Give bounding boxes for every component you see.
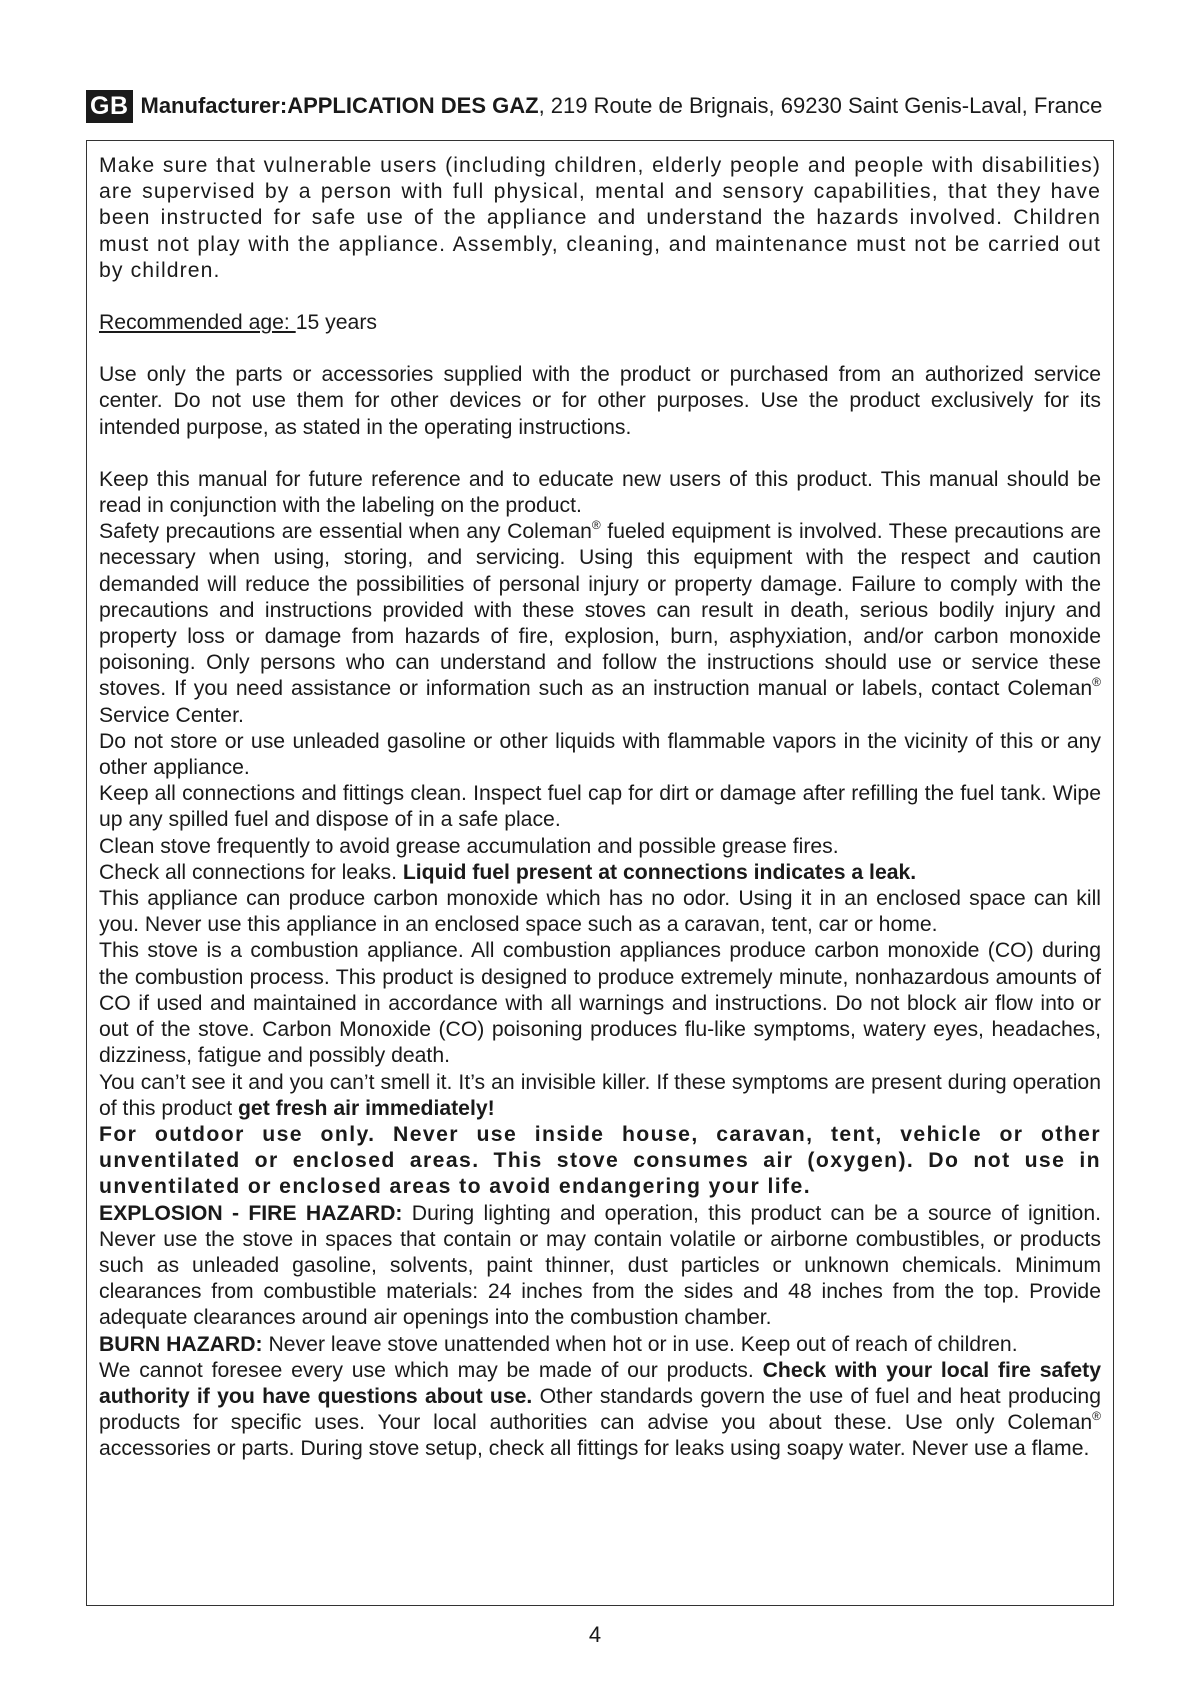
language-badge: GB [86, 90, 133, 123]
burn-hazard-label: BURN HAZARD: [99, 1332, 263, 1356]
combustion-paragraph: This stove is a combustion appliance. All combustion appliances produce carbon monoxide (CO) during the combustion process. This product is designed to produce extremely minute, nonhazardous amounts of CO if used and maintained in accordance with all warnings and instructions. Do not block air flow into or out of the stove. Carbon Monoxide (CO) poisoning produces flu-like symptoms, watery eyes, headaches, dizziness, fatigue and possibly death. [99, 939, 1101, 1068]
leak-warning: Liquid fuel present at connections indicates a leak. [402, 860, 917, 884]
leak-check-paragraph [99, 860, 1101, 886]
burn-hazard-text: Never leave stove unattended when hot or in use. Keep out of reach of children. [262, 1332, 1018, 1356]
recommended-age-label: Recommended age: [99, 311, 296, 335]
registered-mark: ® [1092, 1409, 1101, 1424]
foresee-text-d: accessories or parts. During stove setup, check all fittings for leaks using soapy water. Never use a flame. [99, 1437, 1090, 1461]
safety-precautions-paragraph [99, 519, 1101, 729]
manufacturer-header [86, 88, 1116, 124]
invisible-killer-paragraph [99, 1070, 1101, 1122]
manufacturer-address: , 219 Route de Brignais, 69230 Saint Genis-Laval, France [538, 93, 1103, 118]
recommended-age-paragraph [99, 310, 1101, 336]
page-number: 4 [588, 1622, 602, 1647]
safety-text-a: Safety precautions are essential when any Coleman [99, 520, 592, 544]
safety-text-c: Service Center. [99, 703, 244, 727]
explosion-hazard-paragraph [99, 1201, 1101, 1332]
recommended-age-value: 15 years [295, 311, 377, 335]
leak-check-text: Check all connections for leaks. [99, 860, 403, 884]
invisible-killer-text: You can’t see it and you can’t smell it. It’s an invisible killer. If these symptoms are present during operation of this product [99, 1070, 1101, 1120]
registered-mark: ® [1092, 675, 1101, 690]
foresee-text-c: Other standards govern the use of fuel and heat producing products for specific uses. Your local authorities can advise you about these. Use only Coleman [99, 1384, 1101, 1435]
safety-text-b: fueled equipment is involved. These precautions are necessary when using, storing, and servicing. Using this equipment with the respect and caution demanded will reduce the possibilities of personal injury or property damage. Failure to comply with the precautions and instructions provided with these stoves can result in death, serious bodily injury and property loss or damage from hazards of fire, explosion, burn, asphyxiation, and/or carbon monoxide poisoning. Only persons who can understand and follow the instructions should use or service these stoves. If you need assistance or information such as an instruction manual or labels, contact Coleman [99, 520, 1101, 701]
manufacturer-label: Manufacturer: [140, 93, 288, 118]
explosion-hazard-label: EXPLOSION - FIRE HAZARD: [99, 1201, 403, 1225]
manual-paragraph: Keep this manual for future reference and to educate new users of this product. This manual should be read in conjunction with the labeling on the product. [99, 467, 1101, 518]
fire-authority-warning: Check with your local fire safety authority if you have questions about use. [99, 1358, 1101, 1408]
burn-hazard-paragraph [99, 1332, 1101, 1358]
safety-notice-box [86, 140, 1114, 1606]
registered-mark: ® [591, 518, 601, 533]
parts-paragraph: Use only the parts or accessories supplied with the product or purchased from an authorized service center. Do not use them for other devices or for other purposes. Use the product exclusively for its intended purpose, as stated in the operating instructions. [99, 363, 1101, 439]
foresee-use-paragraph [99, 1358, 1101, 1463]
outdoor-use-text: For outdoor use only. Never use inside house, caravan, tent, vehicle or other unventilated or enclosed areas. This stove consumes air (oxygen). Do not use in unventilated or enclosed areas to avoid endangering your life. [99, 1122, 1101, 1199]
outdoor-use-warning [99, 1122, 1101, 1201]
manufacturer-name: APPLICATION DES GAZ [287, 93, 539, 118]
foresee-text-a: We cannot foresee every use which may be made of our products. [99, 1358, 763, 1382]
carbon-monoxide-paragraph: This appliance can produce carbon monoxide which has no odor. Using it in an enclosed space can kill you. Never use this appliance in an enclosed space such as a caravan, tent, car or home. [99, 887, 1101, 937]
gasoline-paragraph: Do not store or use unleaded gasoline or other liquids with flammable vapors in the vicinity of this or any other appliance. [99, 729, 1101, 780]
vulnerable-users-paragraph: Make sure that vulnerable users (including children, elderly people and people with disabilities) are supervised by a person with full physical, mental and sensory capabilities, that they have been instructed for safe use of the appliance and understand the hazards involved. Children must not play with the appliance. Assembly, cleaning, and maintenance must not be carried out by children. [99, 154, 1101, 282]
explosion-hazard-text: During lighting and operation, this product can be a source of ignition. Never use the stove in spaces that contain or may contain volatile or airborne combustibles, or products such as unleaded gasoline, solvents, paint thinner, dust particles or unknown chemicals. Minimum clearances from combustible materials: 24 inches from the sides and 48 inches from the top. Provide adequate clearances around air openings into the combustion chamber. [99, 1201, 1101, 1330]
fresh-air-warning: get fresh air immediately! [237, 1096, 495, 1120]
clean-stove-paragraph: Clean stove frequently to avoid grease accumulation and possible grease fires. [99, 834, 839, 858]
connections-clean-paragraph: Keep all connections and fittings clean. Inspect fuel cap for dirt or damage after refilling the fuel tank. Wipe up any spilled fuel and dispose of in a safe place. [99, 782, 1101, 832]
